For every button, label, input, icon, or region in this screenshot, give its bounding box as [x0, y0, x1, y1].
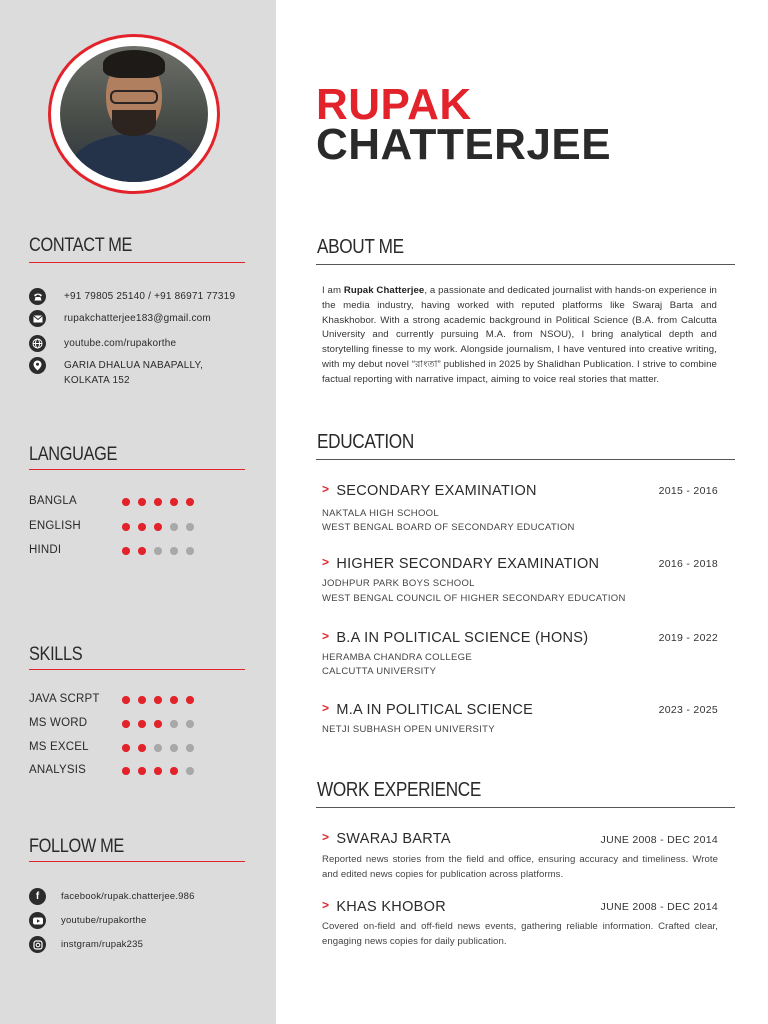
- rating-dot-filled: [186, 696, 194, 704]
- education-heading: EDUCATION: [317, 431, 414, 453]
- work-divider: [316, 807, 735, 808]
- education-date: 2019 - 2022: [658, 632, 718, 644]
- education-board: CALCUTTA UNIVERSITY: [322, 666, 437, 677]
- education-institution: JODHPUR PARK BOYS SCHOOL: [322, 578, 475, 589]
- rating-dot-empty: [170, 720, 178, 728]
- rating-dot-empty: [186, 523, 194, 531]
- language-item: [29, 543, 229, 559]
- skill-rating: [122, 744, 202, 752]
- chevron-right-icon: >: [322, 629, 330, 643]
- instagram-link[interactable]: instgram/rupak235: [61, 939, 144, 950]
- education-title: > B.A IN POLITICAL SCIENCE (HONS): [322, 629, 589, 646]
- rating-dot-filled: [154, 523, 162, 531]
- about-name: Rupak Chatterjee: [343, 285, 425, 296]
- skill-rating: [122, 720, 202, 728]
- rating-dot-empty: [154, 547, 162, 555]
- rating-dot-filled: [154, 696, 162, 704]
- rating-dot-filled: [138, 767, 146, 775]
- globe-icon: [29, 335, 46, 352]
- chevron-right-icon: >: [322, 898, 330, 912]
- work-description: Covered on-field and off-field news events, gathering reliable information. Crafted clear, engaging news copies for daily publication.: [322, 921, 718, 947]
- address-line-1: GARIA DHALUA NABAPALLY,: [64, 360, 204, 371]
- follow-instagram[interactable]: [29, 936, 143, 953]
- rating-dot-empty: [154, 744, 162, 752]
- rating-dot-filled: [122, 720, 130, 728]
- about-intro: I am: [322, 285, 344, 296]
- rating-dot-filled: [122, 696, 130, 704]
- rating-dot-filled: [138, 547, 146, 555]
- rating-dot-filled: [170, 696, 178, 704]
- skills-divider: [29, 669, 245, 670]
- rating-dot-filled: [154, 498, 162, 506]
- skill-label: MS EXCEL: [29, 741, 89, 753]
- contact-email: [29, 310, 211, 327]
- rating-dot-filled: [122, 744, 130, 752]
- rating-dot-filled: [138, 720, 146, 728]
- chevron-right-icon: >: [322, 482, 330, 496]
- skill-rating: [122, 696, 202, 704]
- skill-item: [29, 763, 229, 779]
- about-body: , a passionate and dedicated journalist with hands-on experience in the media industry, having worked with reputed platforms like Swaraj Barta and Khaskhobor. With a strong academic background in Political Science (B.A. from Calcutta University and currently pursuing M.A. from NSOU), I bring analytical depth and storytelling finesse to my work. Alongside journalism, I have ventured into creative writing, with my debut novel “রাংতা” published in 2025 by Shalidhan Publication. I strive to combine factual reporting with narrative impact, aiming to voice real stories that matter.: [322, 285, 717, 385]
- website-link[interactable]: youtube.com/rupakorthe: [64, 338, 177, 349]
- follow-heading: FOLLOW ME: [29, 836, 124, 857]
- phone-icon: [29, 288, 46, 305]
- rating-dot-filled: [170, 498, 178, 506]
- rating-dot-filled: [122, 547, 130, 555]
- education-institution: NETJI SUBHASH OPEN UNIVERSITY: [322, 724, 495, 735]
- contact-divider: [29, 262, 245, 263]
- education-board: WEST BENGAL COUNCIL OF HIGHER SECONDARY EDUCATION: [322, 593, 626, 604]
- profile-photo-frame: [48, 34, 220, 194]
- rating-dot-empty: [186, 744, 194, 752]
- sidebar: [0, 0, 276, 1024]
- rating-dot-empty: [186, 767, 194, 775]
- rating-dot-filled: [122, 498, 130, 506]
- work-date: JUNE 2008 - DEC 2014: [600, 834, 718, 846]
- rating-dot-filled: [122, 767, 130, 775]
- address: [64, 358, 203, 388]
- youtube-icon: [29, 912, 46, 929]
- contact-website: [29, 335, 176, 352]
- rating-dot-filled: [138, 744, 146, 752]
- rating-dot-filled: [138, 696, 146, 704]
- chevron-right-icon: >: [322, 830, 330, 844]
- language-divider: [29, 469, 245, 470]
- education-institution: HERAMBA CHANDRA COLLEGE: [322, 652, 472, 663]
- education-divider: [316, 459, 735, 460]
- skill-item: [29, 716, 229, 732]
- education-board: WEST BENGAL BOARD OF SECONDARY EDUCATION: [322, 522, 575, 533]
- contact-phone: [29, 288, 235, 305]
- email-address[interactable]: rupakchatterjee183@gmail.com: [64, 313, 211, 324]
- about-text: [322, 284, 717, 388]
- rating-dot-filled: [138, 498, 146, 506]
- follow-youtube[interactable]: [29, 912, 146, 929]
- about-heading: ABOUT ME: [317, 236, 404, 258]
- first-name: RUPAK: [316, 80, 472, 129]
- rating-dot-filled: [154, 720, 162, 728]
- chevron-right-icon: >: [322, 701, 330, 715]
- contact-address: [29, 357, 203, 388]
- language-rating: [122, 547, 202, 555]
- language-rating: [122, 523, 202, 531]
- skills-heading: SKILLS: [29, 644, 83, 665]
- language-label: HINDI: [29, 544, 62, 556]
- facebook-link[interactable]: facebook/rupak.chatterjee.986: [61, 891, 195, 902]
- rating-dot-filled: [186, 498, 194, 506]
- skill-item: [29, 692, 229, 708]
- rating-dot-filled: [154, 767, 162, 775]
- rating-dot-filled: [170, 767, 178, 775]
- email-icon: [29, 310, 46, 327]
- profile-photo: [60, 46, 208, 182]
- education-title: > M.A IN POLITICAL SCIENCE: [322, 701, 534, 718]
- follow-divider: [29, 861, 245, 862]
- work-title: > KHAS KHOBOR: [322, 898, 446, 915]
- rating-dot-filled: [138, 523, 146, 531]
- rating-dot-empty: [170, 744, 178, 752]
- rating-dot-empty: [186, 720, 194, 728]
- contact-heading: CONTACT ME: [29, 235, 133, 256]
- work-title: > SWARAJ BARTA: [322, 830, 451, 847]
- education-date: 2023 - 2025: [658, 704, 718, 716]
- language-heading: LANGUAGE: [29, 444, 118, 465]
- follow-facebook[interactable]: [29, 888, 195, 905]
- rating-dot-empty: [186, 547, 194, 555]
- chevron-right-icon: >: [322, 555, 330, 569]
- skill-label: MS WORD: [29, 717, 88, 729]
- phone-number[interactable]: +91 79805 25140 / +91 86971 77319: [64, 291, 236, 302]
- language-item: [29, 494, 229, 510]
- education-date: 2016 - 2018: [658, 558, 718, 570]
- education-institution: NAKTALA HIGH SCHOOL: [322, 508, 439, 519]
- about-divider: [316, 264, 735, 265]
- work-date: JUNE 2008 - DEC 2014: [600, 901, 718, 913]
- language-label: ENGLISH: [29, 520, 81, 532]
- language-item: [29, 519, 229, 535]
- education-title: > SECONDARY EXAMINATION: [322, 482, 537, 499]
- skill-rating: [122, 767, 202, 775]
- youtube-link[interactable]: youtube/rupakorthe: [61, 915, 147, 926]
- facebook-icon: f: [29, 888, 46, 905]
- language-rating: [122, 498, 202, 506]
- location-pin-icon: [29, 357, 46, 374]
- skill-label: ANALYSIS: [29, 764, 86, 776]
- rating-dot-empty: [170, 547, 178, 555]
- last-name: CHATTERJEE: [316, 120, 612, 169]
- education-title: > HIGHER SECONDARY EXAMINATION: [322, 555, 600, 572]
- rating-dot-filled: [122, 523, 130, 531]
- address-line-2: KOLKATA 152: [64, 375, 130, 386]
- language-label: BANGLA: [29, 495, 77, 507]
- work-description: Reported news stories from the field and office, ensuring accuracy and timeliness. Wrote and edited news copies for publication across platforms.: [322, 854, 718, 880]
- education-date: 2015 - 2016: [658, 485, 718, 497]
- skill-label: JAVA SCRPT: [29, 693, 100, 705]
- skill-item: [29, 740, 229, 756]
- instagram-icon: [29, 936, 46, 953]
- rating-dot-empty: [170, 523, 178, 531]
- work-heading: WORK EXPERIENCE: [317, 779, 482, 801]
